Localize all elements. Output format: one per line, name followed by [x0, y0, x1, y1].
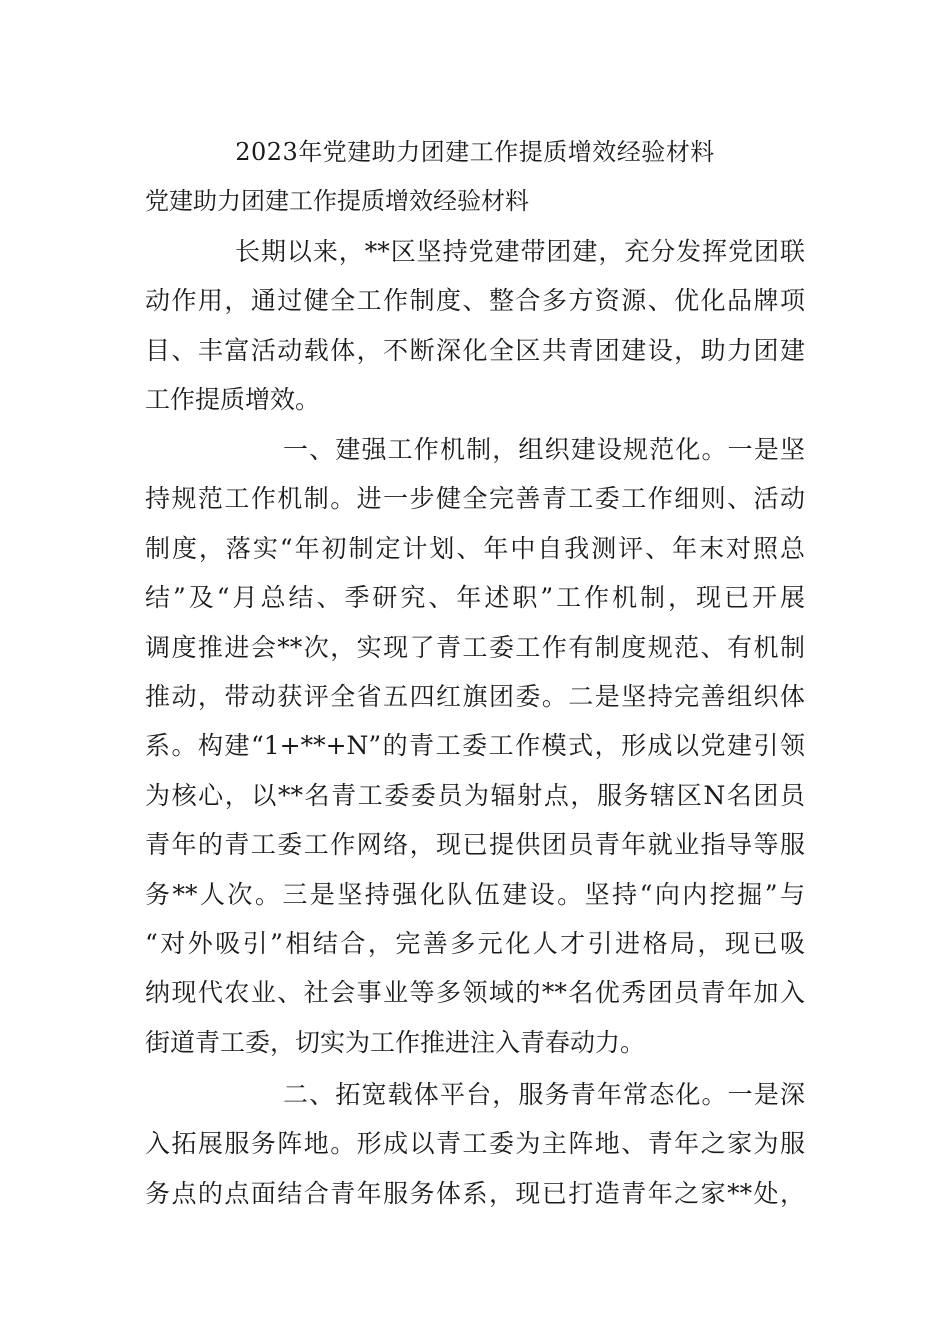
paragraph-line: 务**人次。三是坚持强化队伍建设。坚持“向内挖掘”与: [145, 879, 805, 909]
paragraph-line: 调度推进会**次，实现了青工委工作有制度规范、有机制: [145, 632, 805, 662]
paragraph-line: 二、拓宽载体平台，服务青年常态化。一是深: [283, 1080, 805, 1109]
paragraph-line: “对外吸引”相结合，完善多元化人才引进格局，现已吸: [145, 928, 805, 958]
paragraph-line: 街道青工委，切实为工作推进注入青春动力。: [145, 1027, 646, 1057]
document-subtitle: 党建助力团建工作提质增效经验材料: [145, 187, 529, 215]
document-title: 2023年党建助力团建工作提质增效经验材料: [235, 138, 715, 166]
paragraph-line: 结”及“月总结、季研究、年述职”工作机制，现已开展: [145, 583, 805, 613]
paragraph-section-2: [145, 1070, 805, 1218]
paragraph-line: 动作用，通过健全工作制度、整合多方资源、优化品牌项: [145, 286, 805, 316]
paragraph-line: 工作提质增效。: [145, 385, 321, 415]
paragraph-line: 为核心，以**名青工委委员为辐射点，服务辖区N名团员: [145, 780, 805, 810]
paragraph-line: 持规范工作机制。进一步健全完善青工委工作细则、活动: [145, 484, 805, 514]
paragraph-line: 青年的青工委工作网络，现已提供团员青年就业指导等服: [145, 830, 805, 860]
paragraph-line: 务点的点面结合青年服务体系，现已打造青年之家**处，: [145, 1178, 805, 1208]
paragraph-line: 目、丰富活动载体，不断深化全区共青团建设，助力团建: [145, 335, 805, 365]
paragraph-line: 纳现代农业、社会事业等多领域的**名优秀团员青年加入: [145, 978, 805, 1008]
paragraph-line: 入拓展服务阵地。形成以青工委为主阵地、青年之家为服: [145, 1129, 805, 1159]
paragraph-line: 系。构建“1+**+N”的青工委工作模式，形成以党建引领: [145, 731, 805, 761]
paragraph-line: 推动，带动获评全省五四红旗团委。二是坚持完善组织体: [145, 681, 805, 711]
paragraph-section-1: [145, 425, 805, 1067]
paragraph-intro: [145, 227, 805, 425]
paragraph-line: 制度，落实“年初制定计划、年中自我测评、年末对照总: [145, 533, 805, 563]
paragraph-line: 长期以来，**区坚持党建带团建，充分发挥党团联: [235, 237, 805, 266]
paragraph-line: 一、建强工作机制，组织建设规范化。一是坚: [283, 435, 805, 464]
